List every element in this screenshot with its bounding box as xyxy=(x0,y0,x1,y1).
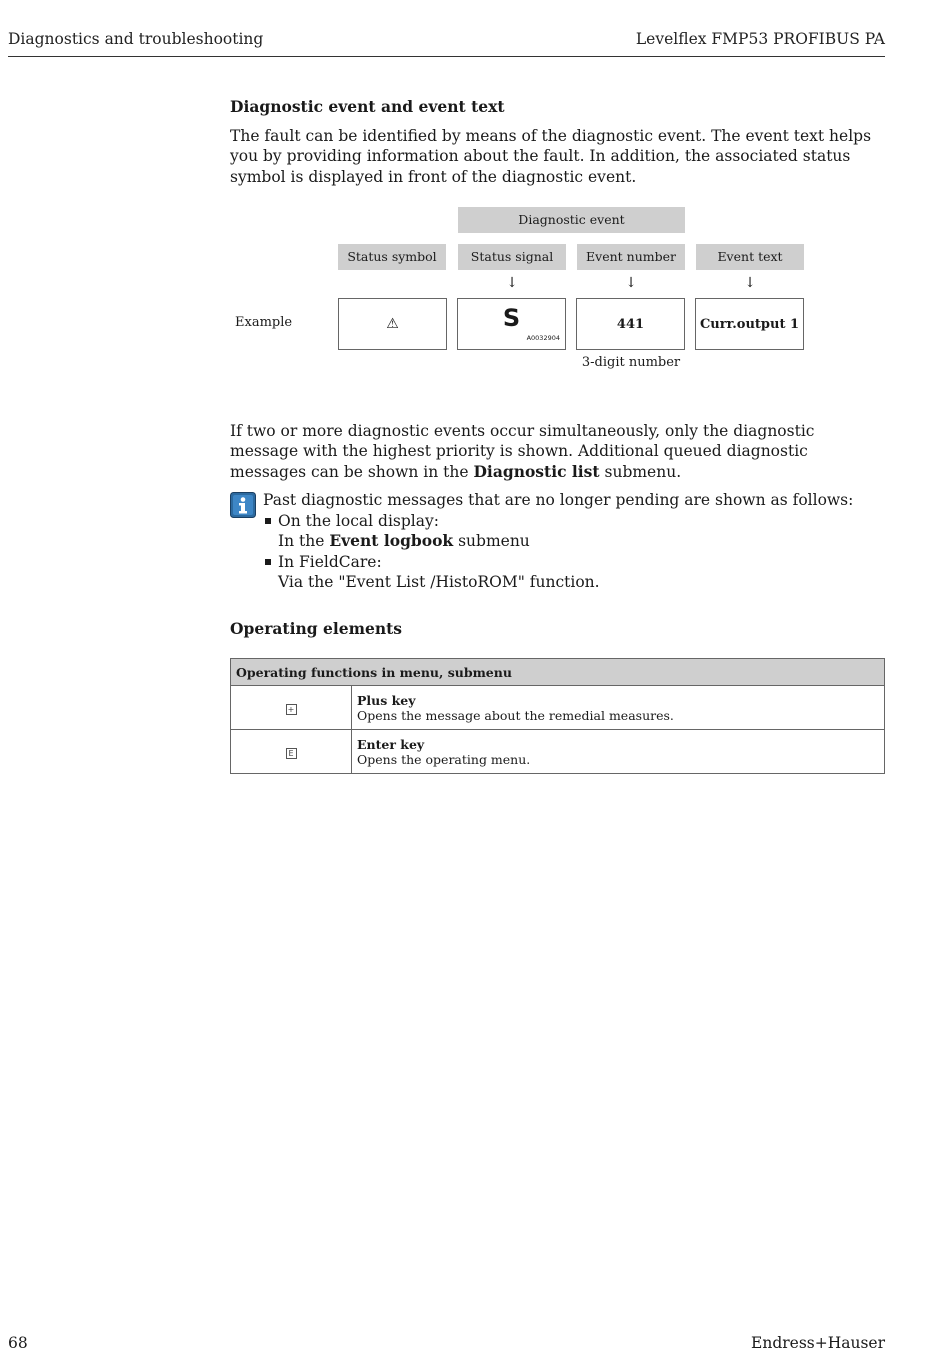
bullet-icon xyxy=(265,559,271,565)
status-signal-letter: S xyxy=(502,304,521,332)
table-row xyxy=(231,730,885,774)
key-title: Enter key xyxy=(357,736,425,752)
operating-functions-table xyxy=(230,658,885,774)
example-event-text: Curr.output 1 xyxy=(695,298,804,350)
list-item-title: On the local display: xyxy=(278,512,439,530)
list-item-text: submenu xyxy=(453,532,530,551)
info-icon xyxy=(230,492,256,518)
plus-key-icon: + xyxy=(286,704,297,715)
list-item-text: In the xyxy=(278,532,330,551)
priority-text-start: If two or more diagnostic events occur simultaneously, only the diagnostic message with the highest priority is shown. Additional queued diagnostic messages can be shown in the xyxy=(230,422,815,481)
event-number-note: 3-digit number xyxy=(581,355,681,370)
list-item-body xyxy=(278,531,600,551)
arrow-down-icon: ↓ xyxy=(506,275,518,291)
key-description-cell xyxy=(352,730,885,774)
example-row-label: Example xyxy=(235,315,293,330)
example-event-number: 441 xyxy=(576,298,685,350)
running-header-right: Levelflex FMP53 PROFIBUS PA xyxy=(635,30,885,48)
intro-paragraph: The fault can be identified by means of the diagnostic event. The event text helps you by providing information about the fault. In addition, the associated status symbol is displayed in front of the diagnostic event. xyxy=(230,127,872,186)
key-description: Opens the operating menu. xyxy=(357,751,531,767)
section-heading-diagnostic-event: Diagnostic event and event text xyxy=(230,97,505,116)
key-description-cell xyxy=(352,686,885,730)
info-text: Past diagnostic messages that are no longer pending are shown as follows: xyxy=(263,491,854,509)
key-cell xyxy=(231,730,352,774)
footer-brand: Endress+Hauser xyxy=(751,1334,885,1352)
status-signal-label: Status signal xyxy=(458,244,566,270)
running-header-left: Diagnostics and troubleshooting xyxy=(8,30,264,48)
list-item-body: Via the "Event List /HistoROM" function. xyxy=(278,572,600,591)
list-item-title: In FieldCare: xyxy=(278,552,382,571)
table-header: Operating functions in menu, submenu xyxy=(231,659,885,686)
enter-key-icon: E xyxy=(286,748,297,759)
info-list xyxy=(265,511,600,592)
event-text-label: Event text xyxy=(696,244,804,270)
event-logbook-term: Event logbook xyxy=(329,531,454,551)
diagnostic-list-term: Diagnostic list xyxy=(473,461,600,481)
list-item xyxy=(265,511,600,552)
list-item xyxy=(265,552,600,593)
key-title: Plus key xyxy=(357,692,416,708)
warning-icon: ⚠ xyxy=(386,316,399,332)
arrow-down-icon: ↓ xyxy=(625,275,637,291)
status-symbol-label: Status symbol xyxy=(338,244,446,270)
example-status-signal xyxy=(457,298,566,350)
diagnostic-event-group-label: Diagnostic event xyxy=(458,207,685,233)
key-cell xyxy=(231,686,352,730)
section-heading-operating-elements: Operating elements xyxy=(230,619,402,638)
priority-paragraph xyxy=(230,421,885,482)
key-description: Opens the message about the remedial measures. xyxy=(357,707,674,723)
event-number-label: Event number xyxy=(577,244,685,270)
bullet-icon xyxy=(265,518,271,524)
priority-text-end: submenu. xyxy=(599,462,682,481)
table-header-row xyxy=(231,659,885,686)
example-status-symbol xyxy=(338,298,447,350)
figure-code: A0032904 xyxy=(526,334,560,342)
page-number: 68 xyxy=(8,1334,28,1352)
arrow-down-icon: ↓ xyxy=(744,275,756,291)
table-row xyxy=(231,686,885,730)
header-rule xyxy=(8,56,885,57)
